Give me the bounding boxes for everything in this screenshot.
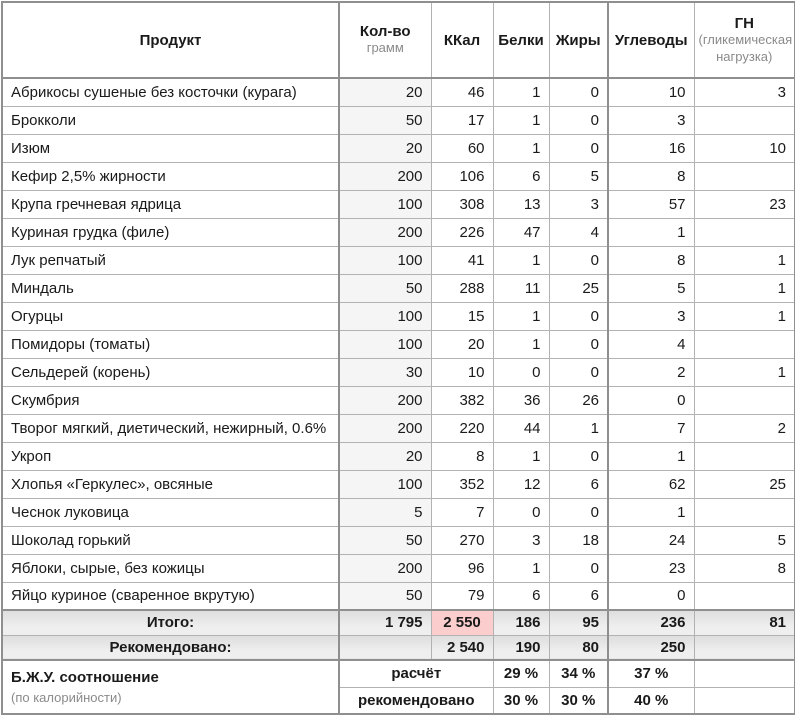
protein-cell: 1 [493, 106, 549, 134]
totals-row [2, 610, 795, 635]
carbs-cell: 10 [608, 78, 694, 106]
kcal-cell: 270 [431, 526, 493, 554]
kcal-cell: 10 [431, 358, 493, 386]
fat-cell: 18 [549, 526, 608, 554]
fat-cell: 0 [549, 442, 608, 470]
qty-cell: 100 [339, 246, 431, 274]
qty-cell: 50 [339, 274, 431, 302]
carbs-cell: 1 [608, 442, 694, 470]
product-cell: Творог мягкий, диетический, нежирный, 0.6% [2, 414, 339, 442]
totals-kcal-cell-highlighted: 2 550 [431, 610, 493, 635]
product-cell: Яблоки, сырые, без кожицы [2, 554, 339, 582]
totals-label: Итого: [2, 610, 339, 635]
protein-cell: 1 [493, 330, 549, 358]
table-row [2, 498, 795, 526]
gl-cell: 23 [694, 190, 795, 218]
protein-cell: 1 [493, 554, 549, 582]
carbs-cell: 2 [608, 358, 694, 386]
table-row [2, 554, 795, 582]
carbs-cell: 1 [608, 218, 694, 246]
product-cell: Миндаль [2, 274, 339, 302]
table-row [2, 442, 795, 470]
column-header-qty-label: Кол-во [359, 23, 411, 41]
fat-cell: 0 [549, 330, 608, 358]
recommended-qty-cell [339, 635, 431, 660]
kcal-cell: 60 [431, 134, 493, 162]
fat-cell: 3 [549, 190, 608, 218]
product-cell: Огурцы [2, 302, 339, 330]
carbs-cell: 0 [608, 582, 694, 610]
totals-qty-cell: 1 795 [339, 610, 431, 635]
nutrition-table [1, 1, 795, 715]
recommended-carbs-cell: 250 [608, 635, 694, 660]
carbs-cell: 16 [608, 134, 694, 162]
column-header-qty [339, 2, 431, 78]
protein-cell: 12 [493, 470, 549, 498]
nutrition-table-container [0, 1, 795, 715]
kcal-cell: 382 [431, 386, 493, 414]
fat-cell: 6 [549, 582, 608, 610]
carbs-cell: 0 [608, 386, 694, 414]
carbs-cell: 23 [608, 554, 694, 582]
product-cell: Шоколад горький [2, 526, 339, 554]
product-cell: Куриная грудка (филе) [2, 218, 339, 246]
column-header-carbs: Углеводы [608, 2, 694, 78]
table-row [2, 246, 795, 274]
table-row [2, 78, 795, 106]
table-row [2, 526, 795, 554]
product-cell: Крупа гречневая ядрица [2, 190, 339, 218]
totals-gl-cell: 81 [694, 610, 795, 635]
table-row [2, 134, 795, 162]
product-rows [2, 78, 795, 610]
protein-cell: 0 [493, 498, 549, 526]
carbs-cell: 3 [608, 106, 694, 134]
table-row [2, 470, 795, 498]
fat-cell: 1 [549, 414, 608, 442]
table-row [2, 414, 795, 442]
kcal-cell: 308 [431, 190, 493, 218]
qty-cell: 100 [339, 470, 431, 498]
gl-cell: 10 [694, 134, 795, 162]
recommended-row [2, 635, 795, 660]
qty-cell: 5 [339, 498, 431, 526]
carbs-cell: 3 [608, 302, 694, 330]
table-row [2, 218, 795, 246]
kcal-cell: 20 [431, 330, 493, 358]
product-cell: Изюм [2, 134, 339, 162]
qty-cell: 200 [339, 162, 431, 190]
carbs-cell: 8 [608, 162, 694, 190]
qty-cell: 50 [339, 582, 431, 610]
recommended-protein-cell: 190 [493, 635, 549, 660]
kcal-cell: 226 [431, 218, 493, 246]
bju-recommended-label: рекомендовано [339, 687, 493, 714]
protein-cell: 6 [493, 162, 549, 190]
bju-calc-protein-cell: 29 % [493, 660, 549, 687]
column-header-product: Продукт [2, 2, 339, 78]
fat-cell: 5 [549, 162, 608, 190]
protein-cell: 36 [493, 386, 549, 414]
product-cell: Чеснок луковица [2, 498, 339, 526]
header-row [2, 2, 795, 78]
recommended-kcal-cell: 2 540 [431, 635, 493, 660]
protein-cell: 3 [493, 526, 549, 554]
fat-cell: 0 [549, 302, 608, 330]
gl-cell: 25 [694, 470, 795, 498]
product-cell: Скумбрия [2, 386, 339, 414]
table-row [2, 106, 795, 134]
kcal-cell: 106 [431, 162, 493, 190]
gl-cell: 2 [694, 414, 795, 442]
carbs-cell: 5 [608, 274, 694, 302]
kcal-cell: 17 [431, 106, 493, 134]
recommended-gl-cell [694, 635, 795, 660]
protein-cell: 13 [493, 190, 549, 218]
gl-cell [694, 386, 795, 414]
bju-recommended-gl-empty-cell [694, 687, 795, 714]
bju-recommended-fat-cell: 30 % [549, 687, 608, 714]
bju-calc-carbs-cell: 37 % [608, 660, 694, 687]
product-cell: Брокколи [2, 106, 339, 134]
gl-cell [694, 442, 795, 470]
protein-cell: 1 [493, 246, 549, 274]
kcal-cell: 352 [431, 470, 493, 498]
totals-fat-cell: 95 [549, 610, 608, 635]
column-header-gl-sublabel: (гликемическая нагрузка) [698, 32, 793, 64]
product-cell: Укроп [2, 442, 339, 470]
carbs-cell: 8 [608, 246, 694, 274]
gl-cell: 1 [694, 302, 795, 330]
protein-cell: 0 [493, 358, 549, 386]
qty-cell: 100 [339, 302, 431, 330]
kcal-cell: 8 [431, 442, 493, 470]
fat-cell: 4 [549, 218, 608, 246]
qty-cell: 200 [339, 218, 431, 246]
recommended-label: Рекомендовано: [2, 635, 339, 660]
gl-cell [694, 218, 795, 246]
qty-cell: 50 [339, 106, 431, 134]
table-row [2, 330, 795, 358]
column-header-gl [694, 2, 795, 78]
kcal-cell: 41 [431, 246, 493, 274]
protein-cell: 1 [493, 442, 549, 470]
fat-cell: 0 [549, 498, 608, 526]
product-cell: Помидоры (томаты) [2, 330, 339, 358]
protein-cell: 44 [493, 414, 549, 442]
bju-calc-label: расчёт [339, 660, 493, 687]
qty-cell: 20 [339, 134, 431, 162]
totals-protein-cell: 186 [493, 610, 549, 635]
table-row [2, 302, 795, 330]
gl-cell: 1 [694, 358, 795, 386]
qty-cell: 20 [339, 78, 431, 106]
column-header-kcal: ККал [431, 2, 493, 78]
carbs-cell: 62 [608, 470, 694, 498]
kcal-cell: 288 [431, 274, 493, 302]
fat-cell: 0 [549, 554, 608, 582]
table-row [2, 190, 795, 218]
gl-cell [694, 498, 795, 526]
kcal-cell: 220 [431, 414, 493, 442]
bju-section-label [2, 660, 339, 714]
column-header-gl-label: ГН [734, 15, 754, 33]
bju-recommended-carbs-cell: 40 % [608, 687, 694, 714]
product-cell: Сельдерей (корень) [2, 358, 339, 386]
kcal-cell: 96 [431, 554, 493, 582]
fat-cell: 0 [549, 106, 608, 134]
protein-cell: 6 [493, 582, 549, 610]
fat-cell: 0 [549, 134, 608, 162]
qty-cell: 30 [339, 358, 431, 386]
carbs-cell: 4 [608, 330, 694, 358]
bju-recommended-protein-cell: 30 % [493, 687, 549, 714]
carbs-cell: 7 [608, 414, 694, 442]
gl-cell [694, 162, 795, 190]
protein-cell: 1 [493, 134, 549, 162]
qty-cell: 200 [339, 554, 431, 582]
table-row [2, 386, 795, 414]
carbs-cell: 1 [608, 498, 694, 526]
product-cell: Яйцо куриное (сваренное вкрутую) [2, 582, 339, 610]
carbs-cell: 57 [608, 190, 694, 218]
gl-cell [694, 106, 795, 134]
product-cell: Абрикосы сушеные без косточки (курага) [2, 78, 339, 106]
qty-cell: 20 [339, 442, 431, 470]
column-header-protein: Белки [493, 2, 549, 78]
gl-cell: 8 [694, 554, 795, 582]
qty-cell: 50 [339, 526, 431, 554]
fat-cell: 0 [549, 358, 608, 386]
table-row [2, 162, 795, 190]
table-row [2, 582, 795, 610]
protein-cell: 11 [493, 274, 549, 302]
column-header-fat: Жиры [549, 2, 608, 78]
gl-cell: 3 [694, 78, 795, 106]
kcal-cell: 46 [431, 78, 493, 106]
protein-cell: 47 [493, 218, 549, 246]
kcal-cell: 15 [431, 302, 493, 330]
gl-cell [694, 330, 795, 358]
protein-cell: 1 [493, 302, 549, 330]
gl-cell: 1 [694, 274, 795, 302]
product-cell: Лук репчатый [2, 246, 339, 274]
gl-cell: 1 [694, 246, 795, 274]
kcal-cell: 79 [431, 582, 493, 610]
column-header-qty-sublabel: грамм [366, 40, 404, 56]
qty-cell: 100 [339, 190, 431, 218]
table-row [2, 274, 795, 302]
qty-cell: 200 [339, 386, 431, 414]
gl-cell [694, 582, 795, 610]
kcal-cell: 7 [431, 498, 493, 526]
bju-calc-gl-empty-cell [694, 660, 795, 687]
gl-cell: 5 [694, 526, 795, 554]
summary-rows [2, 610, 795, 714]
qty-cell: 100 [339, 330, 431, 358]
bju-subtitle: (по калорийности) [11, 690, 122, 705]
bju-calc-row [2, 660, 795, 687]
fat-cell: 26 [549, 386, 608, 414]
carbs-cell: 24 [608, 526, 694, 554]
bju-calc-fat-cell: 34 % [549, 660, 608, 687]
fat-cell: 25 [549, 274, 608, 302]
fat-cell: 0 [549, 246, 608, 274]
fat-cell: 0 [549, 78, 608, 106]
product-cell: Кефир 2,5% жирности [2, 162, 339, 190]
table-row [2, 358, 795, 386]
bju-title: Б.Ж.У. соотношение [11, 669, 159, 686]
protein-cell: 1 [493, 78, 549, 106]
qty-cell: 200 [339, 414, 431, 442]
totals-carbs-cell: 236 [608, 610, 694, 635]
fat-cell: 6 [549, 470, 608, 498]
recommended-fat-cell: 80 [549, 635, 608, 660]
product-cell: Хлопья «Геркулес», овсяные [2, 470, 339, 498]
